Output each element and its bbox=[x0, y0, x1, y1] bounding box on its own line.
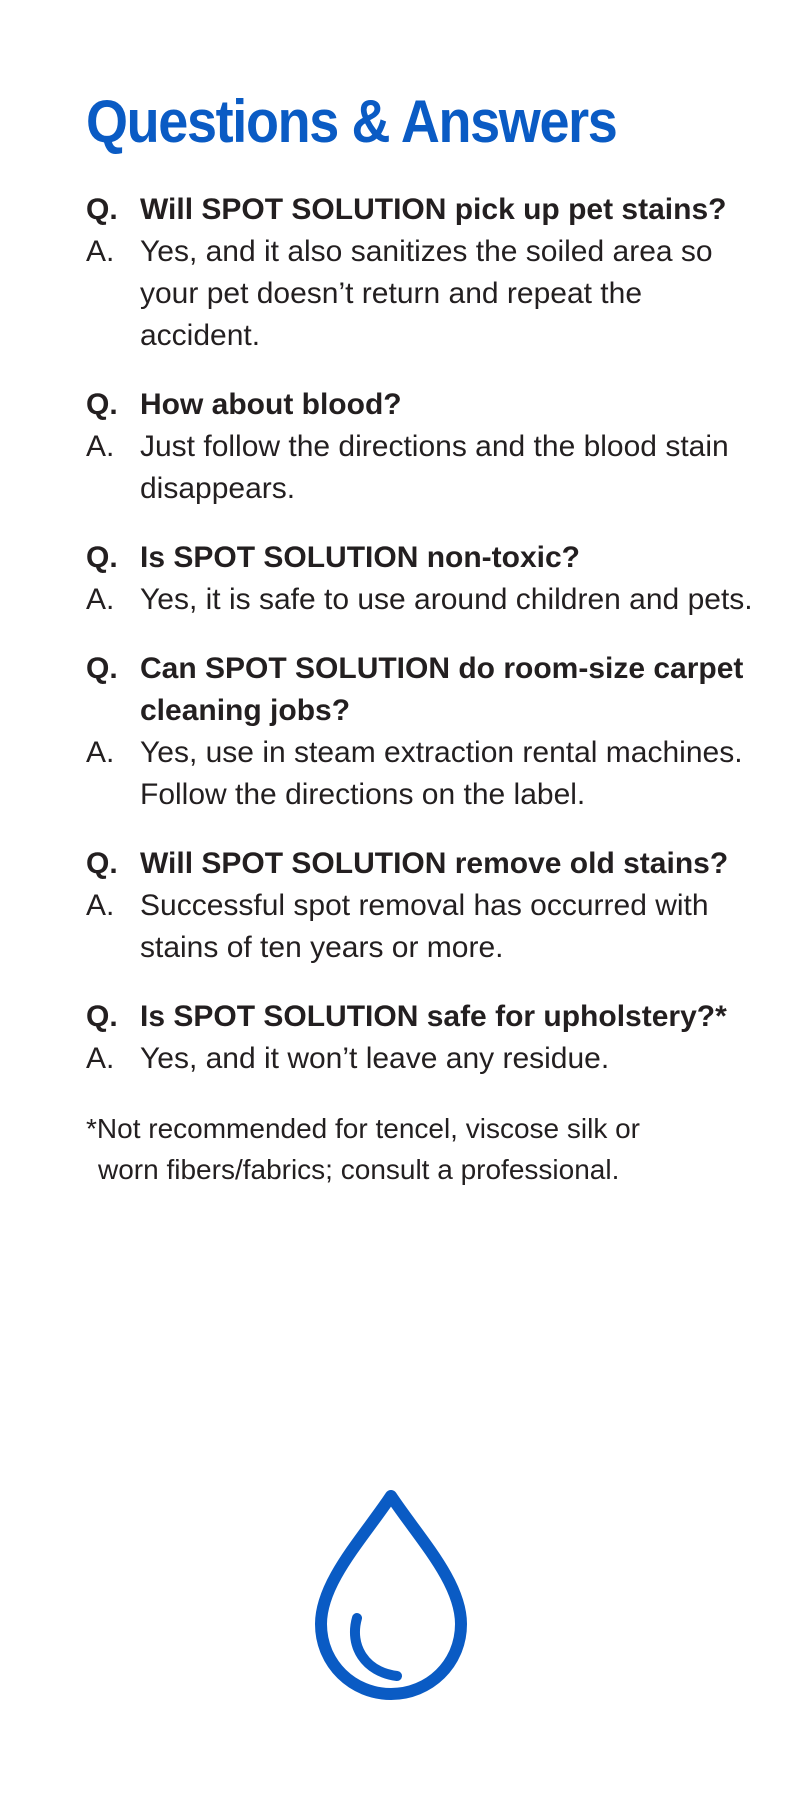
answer-row bbox=[86, 885, 766, 969]
question-text: Is SPOT SOLUTION safe for upholstery?* bbox=[140, 1000, 727, 1033]
question-marker: Q. bbox=[86, 1000, 118, 1033]
page-title: Questions & Answers bbox=[86, 88, 617, 155]
question-marker: Q. bbox=[86, 193, 118, 226]
question-text: How about blood? bbox=[140, 388, 402, 421]
question-row bbox=[86, 537, 766, 579]
question-text: Can SPOT SOLUTION do room-size carpet cleaning jobs? bbox=[140, 652, 744, 727]
answer-marker: A. bbox=[86, 430, 115, 463]
answer-row bbox=[86, 732, 766, 816]
question-text: Will SPOT SOLUTION pick up pet stains? bbox=[140, 193, 727, 226]
question-text: Is SPOT SOLUTION non-toxic? bbox=[140, 541, 581, 574]
qa-item bbox=[86, 189, 766, 357]
qa-page bbox=[86, 88, 766, 1218]
answer-text: Successful spot removal has occurred with stains of ten years or more. bbox=[140, 889, 709, 964]
question-marker: Q. bbox=[86, 847, 118, 880]
qa-item bbox=[86, 648, 766, 816]
question-text: Will SPOT SOLUTION remove old stains? bbox=[140, 847, 729, 880]
answer-row bbox=[86, 426, 766, 510]
answer-row bbox=[86, 579, 766, 621]
question-row bbox=[86, 843, 766, 885]
answer-row bbox=[86, 1038, 766, 1080]
answer-text: Yes, and it also sanitizes the soiled area so your pet doesn’t return and repeat the accident. bbox=[140, 235, 713, 352]
answer-marker: A. bbox=[86, 1042, 115, 1075]
qa-item bbox=[86, 537, 766, 621]
answer-text: Yes, and it won’t leave any residue. bbox=[140, 1042, 610, 1075]
answer-marker: A. bbox=[86, 736, 115, 769]
answer-text: Yes, it is safe to use around children and pets. bbox=[140, 583, 753, 616]
question-marker: Q. bbox=[86, 652, 118, 685]
question-row bbox=[86, 384, 766, 426]
question-row bbox=[86, 648, 766, 732]
footnote: *Not recommended for tencel, viscose silk or worn fibers/fabrics; consult a professional. bbox=[86, 1113, 640, 1185]
answer-row bbox=[86, 231, 766, 357]
question-marker: Q. bbox=[86, 388, 118, 421]
answer-marker: A. bbox=[86, 889, 115, 922]
qa-list bbox=[86, 189, 766, 1080]
qa-item bbox=[86, 996, 766, 1080]
question-row bbox=[86, 189, 766, 231]
answer-marker: A. bbox=[86, 583, 115, 616]
water-drop-icon bbox=[313, 1490, 469, 1700]
answer-text: Yes, use in steam extraction rental machines. Follow the directions on the label. bbox=[140, 736, 743, 811]
answer-marker: A. bbox=[86, 235, 115, 268]
question-marker: Q. bbox=[86, 541, 118, 574]
answer-text: Just follow the directions and the blood stain disappears. bbox=[140, 430, 729, 505]
qa-item bbox=[86, 384, 766, 510]
qa-item bbox=[86, 843, 766, 969]
question-row bbox=[86, 996, 766, 1038]
